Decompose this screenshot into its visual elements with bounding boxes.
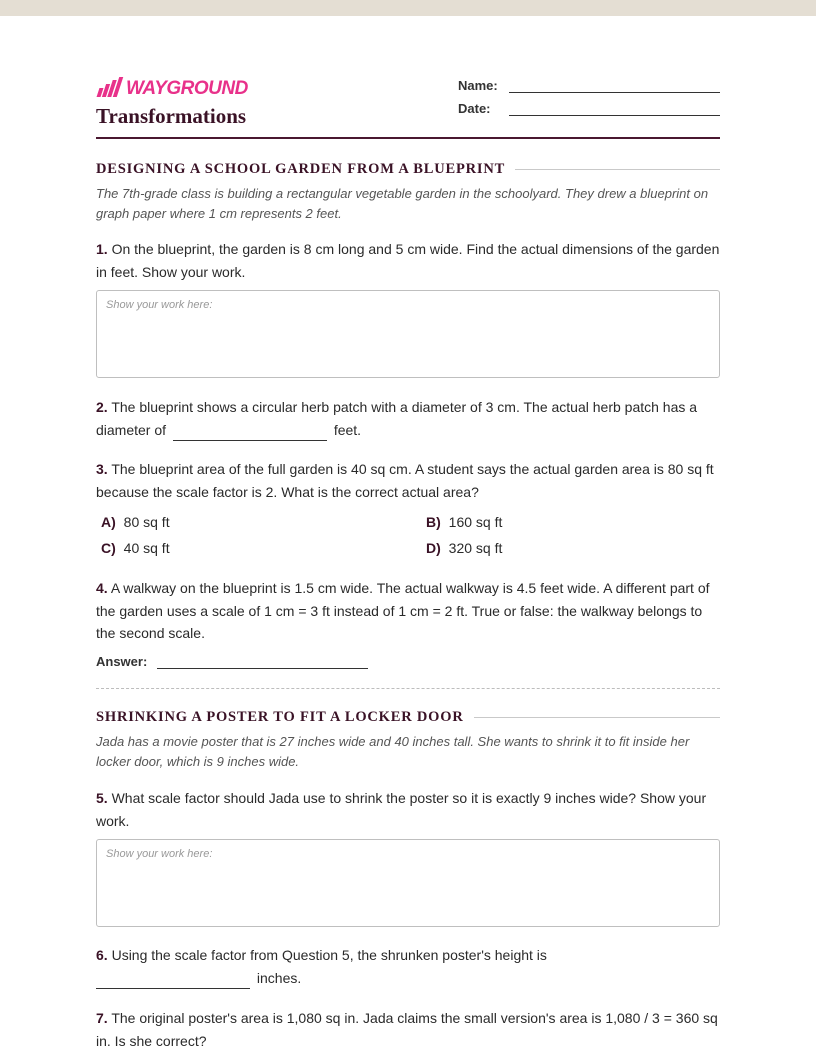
- question-text: A walkway on the blueprint is 1.5 cm wide. The actual walkway is 4.5 feet wide. A different part of the garden uses a scale of 1 cm = 3 ft instead of 1 cm = 2 ft. True or false: the walkway belongs to the second scale.: [96, 580, 710, 641]
- question-text-after: feet.: [333, 421, 362, 438]
- question-5: [96, 787, 720, 832]
- section-heading: [96, 709, 720, 726]
- answer-line[interactable]: [157, 652, 368, 669]
- question-number: 2.: [96, 399, 108, 415]
- choice-c[interactable]: [101, 540, 170, 556]
- question-text-after: inches.: [256, 969, 302, 986]
- page-top-strip: [0, 0, 816, 16]
- work-box[interactable]: [96, 290, 720, 378]
- choice-text: 80 sq ft: [123, 514, 170, 530]
- brand-logo: [96, 78, 248, 100]
- question-text: Using the scale factor from Question 5, the shrunken poster's height is: [111, 947, 547, 963]
- question-number: 1.: [96, 241, 108, 257]
- section-rule: [474, 717, 720, 718]
- section-intro: The 7th-grade class is building a rectangular vegetable garden in the schoolyard. They drew a blueprint on graph paper where 1 cm represents 2 feet.: [96, 186, 709, 221]
- section-divider: [96, 688, 720, 689]
- date-label: Date:: [458, 101, 491, 116]
- section-rule: [515, 169, 720, 170]
- name-line[interactable]: [509, 79, 720, 93]
- answer-label: Answer:: [96, 654, 148, 669]
- section-intro: Jada has a movie poster that is 27 inches wide and 40 inches tall. She wants to shrink it to fit inside her locker door, which is 9 inches wide.: [96, 734, 690, 769]
- question-number: 7.: [96, 1010, 108, 1026]
- question-text: On the blueprint, the garden is 8 cm long and 5 cm wide. Find the actual dimensions of the garden in feet. Show your work.: [96, 241, 720, 280]
- question-text: What scale factor should Jada use to shrink the poster so it is exactly 9 inches wide? Show your work.: [96, 790, 707, 829]
- choice-b[interactable]: [426, 514, 502, 530]
- question-number: 6.: [96, 947, 108, 963]
- question-text: The blueprint shows a circular herb patch with a diameter of 3 cm. The actual herb patch has a diameter of: [96, 399, 698, 438]
- choice-a[interactable]: [101, 514, 170, 530]
- question-4: [96, 577, 720, 645]
- answer-blank[interactable]: [173, 423, 327, 441]
- name-label: Name:: [458, 78, 498, 93]
- worksheet-header: [96, 78, 720, 139]
- work-placeholder: Show your work here:: [106, 299, 213, 311]
- question-number: 5.: [96, 790, 108, 806]
- question-number: 3.: [96, 461, 108, 477]
- work-box[interactable]: [96, 839, 720, 927]
- document-title: Transformations: [96, 104, 247, 128]
- choice-letter: B): [426, 514, 441, 530]
- work-placeholder: Show your work here:: [106, 848, 213, 860]
- choice-text: 320 sq ft: [448, 540, 503, 556]
- wayground-logo-icon: [96, 79, 122, 99]
- question-6: [96, 944, 596, 989]
- name-field: [458, 78, 720, 93]
- date-line[interactable]: [509, 102, 720, 116]
- question-2: [96, 396, 720, 441]
- question-text: The original poster's area is 1,080 sq in. Jada claims the small version's area is 1,080 / 3 = 360 sq in. Is she correct?: [96, 1010, 718, 1049]
- date-field: [458, 101, 720, 116]
- choice-text: 160 sq ft: [448, 514, 503, 530]
- choice-letter: C): [101, 540, 116, 556]
- answer-field: [96, 652, 368, 669]
- answer-blank[interactable]: [96, 971, 250, 989]
- section-title: DESIGNING A SCHOOL GARDEN FROM A BLUEPRINT: [96, 161, 506, 177]
- question-3: [96, 458, 720, 503]
- question-number: 4.: [96, 580, 108, 596]
- section-heading: [96, 161, 720, 178]
- choice-d[interactable]: [426, 540, 502, 556]
- choice-letter: D): [426, 540, 441, 556]
- question-1: [96, 238, 720, 283]
- brand-name: WAYGROUND: [126, 78, 248, 99]
- question-7: [96, 1007, 720, 1052]
- choice-letter: A): [101, 514, 116, 530]
- question-text: The blueprint area of the full garden is 40 sq cm. A student says the actual garden area is 80 sq ft because the scale factor is 2. What is the correct actual area?: [96, 461, 714, 500]
- choice-text: 40 sq ft: [123, 540, 170, 556]
- section-title: SHRINKING A POSTER TO FIT A LOCKER DOOR: [96, 709, 464, 725]
